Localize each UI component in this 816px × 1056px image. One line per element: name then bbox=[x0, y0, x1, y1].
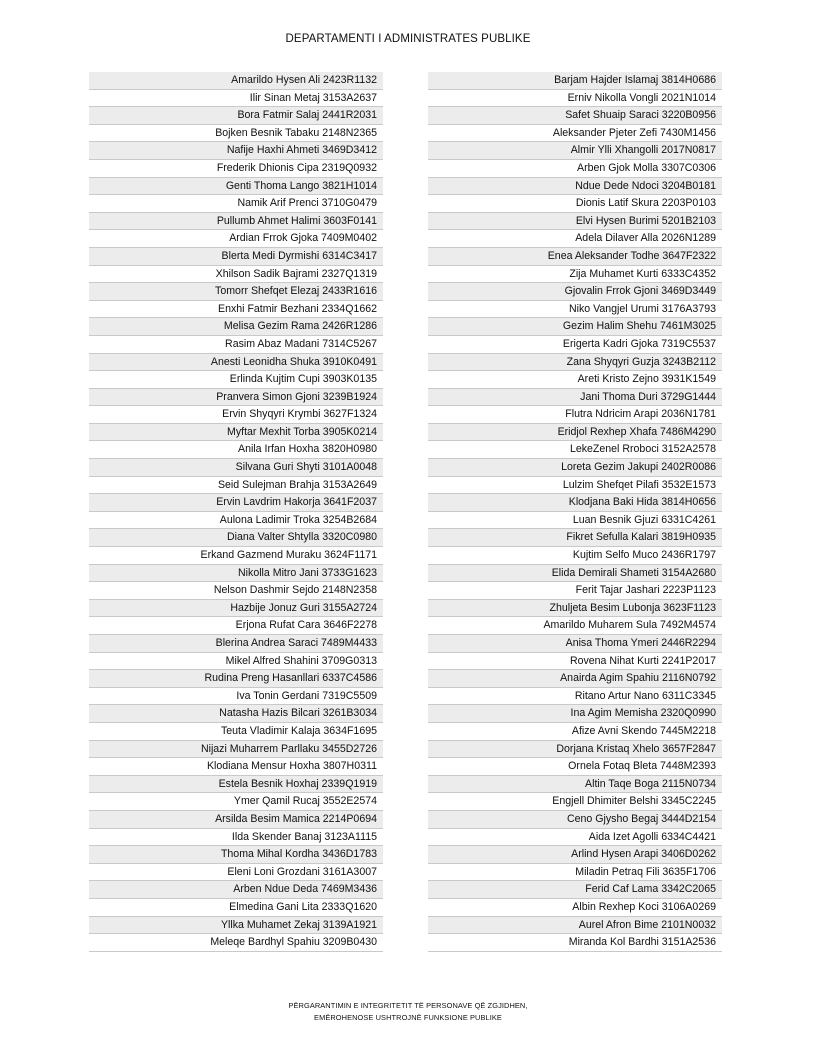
list-item: Amarildo Muharem Sula 7492M4574 bbox=[428, 617, 722, 635]
list-item: Dorjana Kristaq Xhelo 3657F2847 bbox=[428, 741, 722, 759]
list-item: Tomorr Shefqet Elezaj 2433R1616 bbox=[89, 283, 383, 301]
list-item: Yllka Muhamet Zekaj 3139A1921 bbox=[89, 917, 383, 935]
list-item: Lulzim Shefqet Pilafi 3532E1573 bbox=[428, 477, 722, 495]
list-item: Elida Demirali Shameti 3154A2680 bbox=[428, 565, 722, 583]
list-item: Rovena Nihat Kurti 2241P2017 bbox=[428, 653, 722, 671]
list-item: Aida Izet Agolli 6334C4421 bbox=[428, 829, 722, 847]
list-item: Ferid Caf Lama 3342C2065 bbox=[428, 881, 722, 899]
list-item: Arben Ndue Deda 7469M3436 bbox=[89, 881, 383, 899]
right-name-column bbox=[428, 72, 722, 952]
list-item: Estela Besnik Hoxhaj 2339Q1919 bbox=[89, 776, 383, 794]
list-item: Nikolla Mitro Jani 3733G1623 bbox=[89, 565, 383, 583]
list-item: Hazbije Jonuz Guri 3155A2724 bbox=[89, 600, 383, 618]
list-item: LekeZenel Rroboci 3152A2578 bbox=[428, 441, 722, 459]
list-item: Nelson Dashmir Sejdo 2148N2358 bbox=[89, 582, 383, 600]
list-item: Eridjol Rexhep Xhafa 7486M4290 bbox=[428, 424, 722, 442]
list-item: Nafije Haxhi Ahmeti 3469D3412 bbox=[89, 142, 383, 160]
list-item: Melisa Gezim Rama 2426R1286 bbox=[89, 318, 383, 336]
list-item: Ornela Fotaq Bleta 7448M2393 bbox=[428, 758, 722, 776]
list-item: Aulona Ladimir Troka 3254B2684 bbox=[89, 512, 383, 530]
list-item: Ymer Qamil Rucaj 3552E2574 bbox=[89, 793, 383, 811]
list-item: Ferit Tajar Jashari 2223P1123 bbox=[428, 582, 722, 600]
list-item: Zana Shyqyri Guzja 3243B2112 bbox=[428, 354, 722, 372]
list-item: Gjovalin Frrok Gjoni 3469D3449 bbox=[428, 283, 722, 301]
list-item: Ceno Gjysho Begaj 3444D2154 bbox=[428, 811, 722, 829]
list-item: Arlind Hysen Arapi 3406D0262 bbox=[428, 846, 722, 864]
list-item: Arben Gjok Molla 3307C0306 bbox=[428, 160, 722, 178]
list-item: Ina Agim Memisha 2320Q0990 bbox=[428, 705, 722, 723]
list-item: Gezim Halim Shehu 7461M3025 bbox=[428, 318, 722, 336]
list-item: Erniv Nikolla Vongli 2021N1014 bbox=[428, 90, 722, 108]
list-item: Erigerta Kadri Gjoka 7319C5537 bbox=[428, 336, 722, 354]
list-item: Miladin Petraq Fili 3635F1706 bbox=[428, 864, 722, 882]
list-item: Ervin Shyqyri Krymbi 3627F1324 bbox=[89, 406, 383, 424]
list-item: Myftar Mexhit Torba 3905K0214 bbox=[89, 424, 383, 442]
list-item: Safet Shuaip Saraci 3220B0956 bbox=[428, 107, 722, 125]
page-footer bbox=[0, 1000, 816, 1024]
list-item: Zhuljeta Besim Lubonja 3623F1123 bbox=[428, 600, 722, 618]
list-item: Miranda Kol Bardhi 3151A2536 bbox=[428, 934, 722, 952]
list-item: Dionis Latif Skura 2203P0103 bbox=[428, 195, 722, 213]
list-item: Meleqe Bardhyl Spahiu 3209B0430 bbox=[89, 934, 383, 952]
list-item: Niko Vangjel Urumi 3176A3793 bbox=[428, 301, 722, 319]
list-item: Pullumb Ahmet Halimi 3603F0141 bbox=[89, 213, 383, 231]
list-item: Frederik Dhionis Cipa 2319Q0932 bbox=[89, 160, 383, 178]
list-item: Kujtim Selfo Muco 2436R1797 bbox=[428, 547, 722, 565]
list-item: Elmedina Gani Lita 2333Q1620 bbox=[89, 899, 383, 917]
list-item: Ilir Sinan Metaj 3153A2637 bbox=[89, 90, 383, 108]
list-item: Adela Dilaver Alla 2026N1289 bbox=[428, 230, 722, 248]
list-item: Thoma Mihal Kordha 3436D1783 bbox=[89, 846, 383, 864]
list-item: Anisa Thoma Ymeri 2446R2294 bbox=[428, 635, 722, 653]
list-item: Enxhi Fatmir Bezhani 2334Q1662 bbox=[89, 301, 383, 319]
list-item: Albin Rexhep Koci 3106A0269 bbox=[428, 899, 722, 917]
list-item: Barjam Hajder Islamaj 3814H0686 bbox=[428, 72, 722, 90]
list-item: Arsilda Besim Mamica 2214P0694 bbox=[89, 811, 383, 829]
list-item: Erkand Gazmend Muraku 3624F1171 bbox=[89, 547, 383, 565]
list-item: Natasha Hazis Bilcari 3261B3034 bbox=[89, 705, 383, 723]
list-item: Eleni Loni Grozdani 3161A3007 bbox=[89, 864, 383, 882]
list-item: Zija Muhamet Kurti 6333C4352 bbox=[428, 266, 722, 284]
list-item: Bojken Besnik Tabaku 2148N2365 bbox=[89, 125, 383, 143]
list-item: Erjona Rufat Cara 3646F2278 bbox=[89, 617, 383, 635]
list-item: Amarildo Hysen Ali 2423R1132 bbox=[89, 72, 383, 90]
list-item: Jani Thoma Duri 3729G1444 bbox=[428, 389, 722, 407]
list-item: Nijazi Muharrem Parllaku 3455D2726 bbox=[89, 741, 383, 759]
list-item: Seid Sulejman Brahja 3153A2649 bbox=[89, 477, 383, 495]
list-item: Blerta Medi Dyrmishi 6314C3417 bbox=[89, 248, 383, 266]
list-item: Fikret Sefulla Kalari 3819H0935 bbox=[428, 529, 722, 547]
list-item: Erlinda Kujtim Cupi 3903K0135 bbox=[89, 371, 383, 389]
list-item: Ilda Skender Banaj 3123A1115 bbox=[89, 829, 383, 847]
list-item: Pranvera Simon Gjoni 3239B1924 bbox=[89, 389, 383, 407]
list-item: Ardian Frrok Gjoka 7409M0402 bbox=[89, 230, 383, 248]
list-item: Luan Besnik Gjuzi 6331C4261 bbox=[428, 512, 722, 530]
list-item: Flutra Ndricim Arapi 2036N1781 bbox=[428, 406, 722, 424]
list-item: Diana Valter Shtylla 3320C0980 bbox=[89, 529, 383, 547]
list-item: Elvi Hysen Burimi 5201B2103 bbox=[428, 213, 722, 231]
list-item: Iva Tonin Gerdani 7319C5509 bbox=[89, 688, 383, 706]
list-item: Anesti Leonidha Shuka 3910K0491 bbox=[89, 354, 383, 372]
list-item: Genti Thoma Lango 3821H1014 bbox=[89, 178, 383, 196]
list-item: Bora Fatmir Salaj 2441R2031 bbox=[89, 107, 383, 125]
list-item: Klodiana Mensur Hoxha 3807H0311 bbox=[89, 758, 383, 776]
list-item: Engjell Dhimiter Belshi 3345C2245 bbox=[428, 793, 722, 811]
list-item: Altin Taqe Boga 2115N0734 bbox=[428, 776, 722, 794]
list-item: Silvana Guri Shyti 3101A0048 bbox=[89, 459, 383, 477]
list-item: Anairda Agim Spahiu 2116N0792 bbox=[428, 670, 722, 688]
list-item: Aleksander Pjeter Zefi 7430M1456 bbox=[428, 125, 722, 143]
footer-line-1: PËRGARANTIMIN E INTEGRITETIT TË PERSONAVE QË ZGJIDHEN, bbox=[288, 1001, 528, 1010]
page-title: DEPARTAMENTI I ADMINISTRATES PUBLIKE bbox=[285, 33, 531, 45]
list-item: Anila Irfan Hoxha 3820H0980 bbox=[89, 441, 383, 459]
list-item: Enea Aleksander Todhe 3647F2322 bbox=[428, 248, 722, 266]
list-item: Ndue Dede Ndoci 3204B0181 bbox=[428, 178, 722, 196]
list-item: Klodjana Baki Hida 3814H0656 bbox=[428, 494, 722, 512]
list-item: Teuta Vladimir Kalaja 3634F1695 bbox=[89, 723, 383, 741]
list-item: Loreta Gezim Jakupi 2402R0086 bbox=[428, 459, 722, 477]
list-item: Aurel Afron Bime 2101N0032 bbox=[428, 917, 722, 935]
list-item: Mikel Alfred Shahini 3709G0313 bbox=[89, 653, 383, 671]
list-item: Blerina Andrea Saraci 7489M4433 bbox=[89, 635, 383, 653]
list-item: Ervin Lavdrim Hakorja 3641F2037 bbox=[89, 494, 383, 512]
list-item: Namik Arif Prenci 3710G0479 bbox=[89, 195, 383, 213]
list-item: Rudina Preng Hasanllari 6337C4586 bbox=[89, 670, 383, 688]
list-item: Afize Avni Skendo 7445M2218 bbox=[428, 723, 722, 741]
list-item: Rasim Abaz Madani 7314C5267 bbox=[89, 336, 383, 354]
left-name-column bbox=[89, 72, 383, 952]
footer-line-2: EMËROHENOSE USHTROJNË FUNKSIONE PUBLIKE bbox=[314, 1013, 502, 1022]
list-item: Ritano Artur Nano 6311C3345 bbox=[428, 688, 722, 706]
list-item: Xhilson Sadik Bajrami 2327Q1319 bbox=[89, 266, 383, 284]
list-item: Areti Kristo Zejno 3931K1549 bbox=[428, 371, 722, 389]
list-item: Almir Ylli Xhangolli 2017N0817 bbox=[428, 142, 722, 160]
